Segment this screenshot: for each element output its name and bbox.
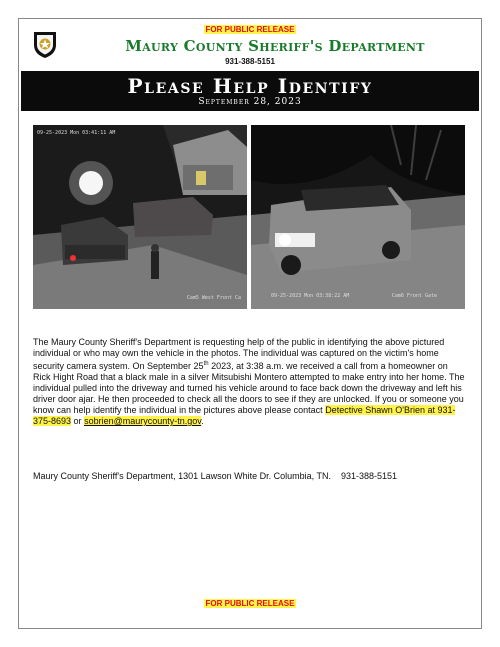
photo-front-gate <box>251 125 465 309</box>
flyer <box>18 18 482 629</box>
headline: Please Help Identify <box>127 74 373 98</box>
notice-sup: th <box>203 361 209 367</box>
public-release-bottom-text: FOR PUBLIC RELEASE <box>205 599 295 608</box>
notice-body <box>33 337 467 427</box>
detective-contact: Detective Shawn O'Brien at 931-375-8693 <box>33 405 456 426</box>
detective-email-link[interactable]: sobrien@maurycounty-tn.gov <box>84 416 202 426</box>
public-release-top-text: FOR PUBLIC RELEASE <box>205 25 295 34</box>
notice-or: or <box>71 416 85 426</box>
photo-driveway-image <box>33 125 247 309</box>
photo-driveway <box>33 125 247 309</box>
photo-driveway-timestamp: 09-25-2023 Mon 03:41:11 AM <box>37 130 116 136</box>
notice-intro: The Maury County Sheriff's Department is requesting help of the public in identifying the above pictured individual or who may own the vehicle in the photos. The individual was captured on the victim's home security camera system. On September 25 <box>33 337 445 371</box>
notice-end: . <box>201 416 204 426</box>
photo-front-gate-camera: Cam6 Front Gate <box>391 293 437 299</box>
public-release-top <box>19 25 481 34</box>
surveillance-photos <box>33 125 465 309</box>
headline-date: September 28, 2023 <box>198 97 302 107</box>
photo-front-gate-image <box>251 125 465 309</box>
photo-front-gate-timestamp: 09-25-2023 Mon 03:38:22 AM <box>271 293 350 299</box>
department-phone: 931-388-5151 <box>225 57 275 66</box>
photo-driveway-camera: Cam5 West Front Ca <box>186 295 241 301</box>
sheriff-badge-icon <box>31 29 59 59</box>
public-release-bottom <box>19 599 481 608</box>
department-name: Maury County Sheriff's Department <box>125 37 425 55</box>
headline-bar <box>21 71 479 111</box>
department-address: Maury County Sheriff's Department, 1301 Lawson White Dr. Columbia, TN. 931-388-5151 <box>33 471 398 481</box>
notice-middle: 2023, at 3:38 a.m. we received a call from a homeowner on Rick Hight Road that a black male in a silver Mitsubishi Montero attempted to make entry into her home. The individual pulled into the driveway and turned his vehicle around to face back down the driveway and left his driver door ajar. He then proceeded to check all the doors to see if they are unlocked. If you or someone you know can help identify the individual in the pictures above please contact <box>33 361 465 415</box>
